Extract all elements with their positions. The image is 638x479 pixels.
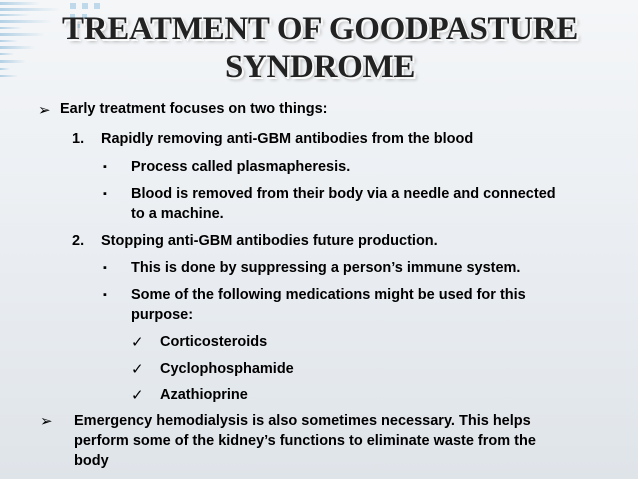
item-2-sub-1: This is done by suppressing a person’s immune system. <box>131 260 521 276</box>
square-bullet-icon: ▪ <box>103 289 107 301</box>
med-item: Azathioprine <box>160 387 248 403</box>
item-1-text: Rapidly removing anti-GBM antibodies from the blood <box>101 131 474 147</box>
square-bullet-icon: ▪ <box>103 188 107 200</box>
slide-title-line-1: TREATMENT OF GOODPASTURE <box>62 11 578 47</box>
check-bullet-icon: ✓ <box>131 334 144 351</box>
emergency-line-2: perform some of the kidney’s functions to eliminate waste from the <box>74 433 536 449</box>
emergency-line-3: body <box>74 453 109 469</box>
arrow-bullet-icon: ➢ <box>38 102 51 119</box>
emergency-line-1: Emergency hemodialysis is also sometimes necessary. This helps <box>74 413 531 429</box>
med-item: Cyclophosphamide <box>160 361 294 377</box>
check-bullet-icon: ✓ <box>131 387 144 404</box>
item-1-sub-1: Process called plasmapheresis. <box>131 159 351 175</box>
item-2-sub-2-line-2: purpose: <box>131 307 194 323</box>
item-2-number: 2. <box>72 233 85 249</box>
check-bullet-icon: ✓ <box>131 361 144 378</box>
arrow-bullet-icon: ➢ <box>40 413 53 430</box>
square-bullet-icon: ▪ <box>103 262 107 274</box>
square-bullet-icon: ▪ <box>103 161 107 173</box>
item-2-text: Stopping anti-GBM antibodies future production. <box>101 233 438 249</box>
item-1-number: 1. <box>72 131 85 147</box>
item-1-sub-2-line-2: to a machine. <box>131 206 224 222</box>
item-1-sub-2-line-1: Blood is removed from their body via a needle and connected <box>131 186 556 202</box>
slide-title-line-2: SYNDROME <box>224 49 416 85</box>
med-item: Corticosteroids <box>160 334 268 350</box>
item-2-sub-2-line-1: Some of the following medications might be used for this <box>131 287 526 303</box>
intro-text: Early treatment focuses on two things: <box>60 101 328 117</box>
